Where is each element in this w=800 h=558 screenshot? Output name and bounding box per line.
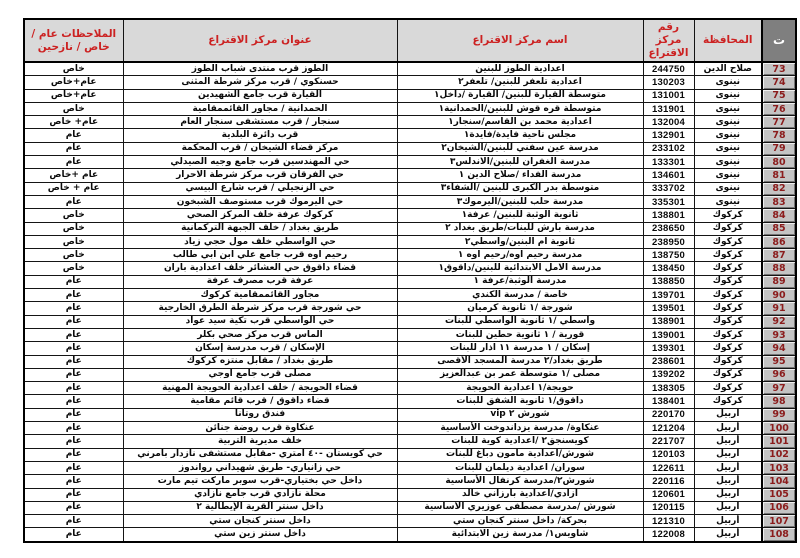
governorate-cell: كركوك — [694, 249, 762, 262]
center-name-cell: عنكاوة/ مدرسة يزداندوخت الأساسية — [397, 422, 643, 435]
center-name-cell: شورش ٢ vip — [397, 408, 643, 421]
center-name-cell: خاصة / مدرسة الكندي — [397, 289, 643, 302]
center-number-cell: 238650 — [643, 222, 694, 235]
seq-cell: 78 — [762, 129, 796, 142]
center-name-cell: مدرسة الفداء /صلاح الدين ١ — [397, 169, 643, 182]
header-governorate: المحافظة — [694, 19, 762, 62]
center-address-cell: مركز قضاء الشيخان / قرب المحكمة — [123, 142, 397, 155]
notes-cell: خاص — [24, 222, 123, 235]
governorate-cell: نينوى — [694, 102, 762, 115]
header-center-address: عنوان مركز الاقتراع — [123, 19, 397, 62]
governorate-cell: صلاح الدين — [694, 62, 762, 76]
center-number-cell: 138450 — [643, 262, 694, 275]
center-address-cell: داخل سنتر القرية الإيطالية ٢ — [123, 501, 397, 514]
notes-cell: عام — [24, 501, 123, 514]
seq-cell: 94 — [762, 342, 796, 355]
center-address-cell: حي زانياري- طريق شهيداني رواندوز — [123, 461, 397, 474]
seq-cell: 96 — [762, 368, 796, 381]
center-name-cell: مدرسة رحيم اوه/رحيم اوه ١ — [397, 249, 643, 262]
center-name-cell: ثانوية ام البنين/واسطي٢ — [397, 235, 643, 248]
table-row — [24, 328, 796, 341]
notes-cell: عام — [24, 355, 123, 368]
center-address-cell: حي الزنجيلي / قرب شارع البيسي — [123, 182, 397, 195]
center-number-cell: 335301 — [643, 195, 694, 208]
seq-cell: 108 — [762, 528, 796, 542]
center-number-cell: 122008 — [643, 528, 694, 542]
notes-cell: عام — [24, 342, 123, 355]
table-row — [24, 382, 796, 395]
table-row — [24, 169, 796, 182]
center-number-cell: 221707 — [643, 435, 694, 448]
center-address-cell: حي الفرقان قرب مركز شرطة الاحرار — [123, 169, 397, 182]
seq-cell: 75 — [762, 89, 796, 102]
center-name-cell: متوسطة القيارة للبنين/ القيارة /داخل١ — [397, 89, 643, 102]
governorate-cell: نينوى — [694, 89, 762, 102]
seq-cell: 82 — [762, 182, 796, 195]
center-name-cell: قورية / ١ ثانوية حطين للبنات — [397, 328, 643, 341]
seq-cell: 90 — [762, 289, 796, 302]
center-number-cell: 139701 — [643, 289, 694, 302]
table-row — [24, 195, 796, 208]
center-address-cell: حي المهندسين قرب جامع وجيه الصيدلي — [123, 156, 397, 169]
seq-cell: 74 — [762, 76, 796, 89]
center-address-cell: خلف مديرية التربية — [123, 435, 397, 448]
center-address-cell: قضاء داقوق / قرب قائم مقامية — [123, 395, 397, 408]
table-row — [24, 461, 796, 474]
notes-cell: خاص — [24, 102, 123, 115]
table-row — [24, 62, 796, 76]
center-number-cell: 132901 — [643, 129, 694, 142]
seq-cell: 99 — [762, 408, 796, 421]
center-name-cell: اعدادية الطوز للبنين — [397, 62, 643, 76]
table-row — [24, 435, 796, 448]
governorate-cell: كركوك — [694, 262, 762, 275]
center-name-cell: شورش/اعدادية مأمون دباغ للبنات — [397, 448, 643, 461]
center-address-cell: حي الواسطي قرب تكية سيد عواد — [123, 315, 397, 328]
table-row — [24, 302, 796, 315]
governorate-cell: كركوك — [694, 222, 762, 235]
center-number-cell: 238950 — [643, 235, 694, 248]
table-row — [24, 475, 796, 488]
center-number-cell: 138305 — [643, 382, 694, 395]
center-address-cell: محلة نازادي قرب جامع نازادي — [123, 488, 397, 501]
seq-cell: 85 — [762, 222, 796, 235]
table-row — [24, 156, 796, 169]
notes-cell: عام — [24, 488, 123, 501]
center-address-cell: حي الواسطي خلف مول حجي زياد — [123, 235, 397, 248]
center-name-cell: شورش٢/مدرسة كرنفال الأساسية — [397, 475, 643, 488]
notes-cell: عام — [24, 289, 123, 302]
center-address-cell: فندق روتانا — [123, 408, 397, 421]
governorate-cell: نينوى — [694, 129, 762, 142]
notes-cell: عام — [24, 475, 123, 488]
center-number-cell: 238601 — [643, 355, 694, 368]
table-row — [24, 209, 796, 222]
center-name-cell: شورش /مدرسة مصطفى عوزيري الأساسية — [397, 501, 643, 514]
governorate-cell: نينوى — [694, 116, 762, 129]
notes-cell: عام — [24, 328, 123, 341]
center-address-cell: حي شورجة قرب مركز شرطة الطرق الخارجية — [123, 302, 397, 315]
table-row — [24, 129, 796, 142]
center-name-cell: كويسنجق٢ /اعدادية كوية للبنات — [397, 435, 643, 448]
table-row — [24, 235, 796, 248]
notes-cell: خاص — [24, 62, 123, 76]
center-name-cell: ازادي/اعدادية بارزاني خالد — [397, 488, 643, 501]
center-address-cell: داخل سنتر كنجان ستي — [123, 515, 397, 528]
center-address-cell: سنجار / قرب مستشفى سنجار العام — [123, 116, 397, 129]
center-name-cell: شورجة /١ ثانوية كرميان — [397, 302, 643, 315]
seq-cell: 98 — [762, 395, 796, 408]
center-number-cell: 121310 — [643, 515, 694, 528]
center-name-cell: متوسطة قره قوش للبنين/الحمدانية١ — [397, 102, 643, 115]
center-address-cell: حي اليرموك قرب مستوصف الشبخون — [123, 195, 397, 208]
seq-cell: 86 — [762, 235, 796, 248]
governorate-cell: أربيل — [694, 501, 762, 514]
center-address-cell: قضاء الحويجة / خلف اعدادية الحويجة المهنية — [123, 382, 397, 395]
governorate-cell: أربيل — [694, 448, 762, 461]
center-address-cell: قرب دائرة البلدية — [123, 129, 397, 142]
center-number-cell: 120115 — [643, 501, 694, 514]
header-notes: الملاحظات عام / خاص / نازحين — [24, 19, 123, 62]
table-body — [24, 62, 796, 542]
center-number-cell: 138401 — [643, 395, 694, 408]
center-address-cell: حي كويستان -٤٠ امتري -مقابل مستشفى نازدار بامرني — [123, 448, 397, 461]
center-number-cell: 220170 — [643, 408, 694, 421]
seq-cell: 77 — [762, 116, 796, 129]
table-row — [24, 222, 796, 235]
center-address-cell: كركوك عرفة خلف المركز الصحي — [123, 209, 397, 222]
center-number-cell: 233102 — [643, 142, 694, 155]
center-number-cell: 131901 — [643, 102, 694, 115]
governorate-cell: كركوك — [694, 275, 762, 288]
center-name-cell: مدرسة الامل الابتدائية للبنين/داقوق١ — [397, 262, 643, 275]
governorate-cell: أربيل — [694, 475, 762, 488]
center-name-cell: مجلس ناحية فايدة/فايدة١ — [397, 129, 643, 142]
center-number-cell: 120601 — [643, 488, 694, 501]
polling-centers-table — [23, 18, 797, 543]
table-row — [24, 422, 796, 435]
table-row — [24, 515, 796, 528]
notes-cell: عام +خاص — [24, 169, 123, 182]
center-name-cell: متوسطة بدر الكبرى للبنين /الشفاء٣ — [397, 182, 643, 195]
notes-cell: عام — [24, 408, 123, 421]
center-number-cell: 220116 — [643, 475, 694, 488]
center-number-cell: 244750 — [643, 62, 694, 76]
table-row — [24, 249, 796, 262]
center-name-cell: إسكان / ١ مدرسة ١١ اذار للبنات — [397, 342, 643, 355]
center-number-cell: 131001 — [643, 89, 694, 102]
table-row — [24, 116, 796, 129]
governorate-cell: نينوى — [694, 156, 762, 169]
notes-cell: عام+خاص — [24, 76, 123, 89]
center-name-cell: حويجة/١ اعدادية الحويجة — [397, 382, 643, 395]
seq-cell: 79 — [762, 142, 796, 155]
table-row — [24, 368, 796, 381]
governorate-cell: أربيل — [694, 435, 762, 448]
center-address-cell: القيارة قرب جامع الشهيدين — [123, 89, 397, 102]
seq-cell: 106 — [762, 501, 796, 514]
governorate-cell: كركوك — [694, 235, 762, 248]
table-header — [24, 19, 796, 62]
governorate-cell: كركوك — [694, 342, 762, 355]
seq-cell: 102 — [762, 448, 796, 461]
center-address-cell: طريق بغداد / خلف الجبهة التركمانية — [123, 222, 397, 235]
center-address-cell: حسنكوي / قرب مركز شرطة المثنى — [123, 76, 397, 89]
center-address-cell: عرفة قرب مصرف عرفة — [123, 275, 397, 288]
notes-cell: عام + خاص — [24, 182, 123, 195]
center-address-cell: داخل سنتر زين ستي — [123, 528, 397, 542]
center-name-cell: واسطي /١ ثانوية الواسطي للبنات — [397, 315, 643, 328]
seq-cell: 103 — [762, 461, 796, 474]
notes-cell: خاص — [24, 209, 123, 222]
seq-cell: 91 — [762, 302, 796, 315]
seq-cell: 100 — [762, 422, 796, 435]
seq-cell: 89 — [762, 275, 796, 288]
center-number-cell: 130203 — [643, 76, 694, 89]
center-number-cell: 121204 — [643, 422, 694, 435]
notes-cell: عام — [24, 315, 123, 328]
center-name-cell: مدرسة الغفران للبنين/الاندلس٣ — [397, 156, 643, 169]
governorate-cell: كركوك — [694, 209, 762, 222]
center-address-cell: داخل حي بختياري-قرب سوبر ماركت تيم مارت — [123, 475, 397, 488]
notes-cell: عام — [24, 142, 123, 155]
notes-cell: عام — [24, 528, 123, 542]
governorate-cell: نينوى — [694, 142, 762, 155]
notes-cell: عام — [24, 275, 123, 288]
table-row — [24, 408, 796, 421]
seq-cell: 101 — [762, 435, 796, 448]
center-address-cell: مجاور القائممقامية كركوك — [123, 289, 397, 302]
table-row — [24, 76, 796, 89]
notes-cell: خاص — [24, 262, 123, 275]
table-row — [24, 142, 796, 155]
center-name-cell: مدرسة الوثبة/عرفة ١ — [397, 275, 643, 288]
governorate-cell: أربيل — [694, 461, 762, 474]
seq-cell: 107 — [762, 515, 796, 528]
table-row — [24, 355, 796, 368]
center-address-cell: الطوز قرب منتدى شباب الطوز — [123, 62, 397, 76]
notes-cell: عام+خاص — [24, 89, 123, 102]
header-seq: ت — [762, 19, 796, 62]
seq-cell: 81 — [762, 169, 796, 182]
governorate-cell: نينوى — [694, 169, 762, 182]
center-number-cell: 122611 — [643, 461, 694, 474]
notes-cell: عام — [24, 382, 123, 395]
center-number-cell: 138901 — [643, 315, 694, 328]
center-number-cell: 133301 — [643, 156, 694, 169]
center-number-cell: 139202 — [643, 368, 694, 381]
notes-cell: عام — [24, 422, 123, 435]
center-number-cell: 138750 — [643, 249, 694, 262]
notes-cell: عام — [24, 156, 123, 169]
center-number-cell: 333702 — [643, 182, 694, 195]
header-center-name: اسم مركز الاقتراع — [397, 19, 643, 62]
notes-cell: خاص — [24, 235, 123, 248]
table-row — [24, 275, 796, 288]
center-name-cell: اعدادية تلعفر للبنين/ تلعفر٢ — [397, 76, 643, 89]
center-address-cell: عنكاوة قرب روضة جنائن — [123, 422, 397, 435]
notes-cell: عام — [24, 435, 123, 448]
center-address-cell: طريق بغداد / مقابل منتزه كركوك — [123, 355, 397, 368]
seq-cell: 88 — [762, 262, 796, 275]
notes-cell: عام — [24, 302, 123, 315]
center-number-cell: 134601 — [643, 169, 694, 182]
table-row — [24, 528, 796, 542]
center-number-cell: 139501 — [643, 302, 694, 315]
center-name-cell: مدرسة حلب للبنين/اليرموك٣ — [397, 195, 643, 208]
center-number-cell: 139301 — [643, 342, 694, 355]
center-name-cell: شاويس١/ مدرسة زين الابتدائية — [397, 528, 643, 542]
table-row — [24, 448, 796, 461]
governorate-cell: أربيل — [694, 422, 762, 435]
governorate-cell: كركوك — [694, 368, 762, 381]
center-address-cell: رحيم اوه قرب جامع علي ابن ابي طالب — [123, 249, 397, 262]
center-number-cell: 132004 — [643, 116, 694, 129]
seq-cell: 105 — [762, 488, 796, 501]
center-number-cell: 120103 — [643, 448, 694, 461]
governorate-cell: نينوى — [694, 182, 762, 195]
table-header-row — [24, 19, 796, 62]
notes-cell: عام — [24, 395, 123, 408]
center-name-cell: اعدادية محمد بن القاسم/سنجار١ — [397, 116, 643, 129]
governorate-cell: أربيل — [694, 408, 762, 421]
seq-cell: 80 — [762, 156, 796, 169]
seq-cell: 73 — [762, 62, 796, 76]
center-name-cell: طريق بغداد/٢ مدرسة المسجد الأقصى — [397, 355, 643, 368]
notes-cell: عام — [24, 448, 123, 461]
seq-cell: 104 — [762, 475, 796, 488]
table-row — [24, 315, 796, 328]
governorate-cell: نينوى — [694, 195, 762, 208]
center-number-cell: 138801 — [643, 209, 694, 222]
table-row — [24, 395, 796, 408]
center-address-cell: قضاء داقوق حي العشائر خلف اعدادية باران — [123, 262, 397, 275]
governorate-cell: كركوك — [694, 315, 762, 328]
center-name-cell: مصلى /١ متوسطة عمر بن عبدالعزيز — [397, 368, 643, 381]
seq-cell: 84 — [762, 209, 796, 222]
notes-cell: عام — [24, 195, 123, 208]
seq-cell: 97 — [762, 382, 796, 395]
notes-cell: عام+ خاص — [24, 116, 123, 129]
notes-cell: عام — [24, 129, 123, 142]
header-center-number: رقم مركز الاقتراع — [643, 19, 694, 62]
table-row — [24, 182, 796, 195]
center-address-cell: مصلى قرب جامع اوجي — [123, 368, 397, 381]
table-row — [24, 102, 796, 115]
governorate-cell: كركوك — [694, 355, 762, 368]
table-row — [24, 342, 796, 355]
seq-cell: 83 — [762, 195, 796, 208]
seq-cell: 92 — [762, 315, 796, 328]
table-row — [24, 488, 796, 501]
center-name-cell: ثانوية الوثبة للبنين/ عرفة١ — [397, 209, 643, 222]
governorate-cell: كركوك — [694, 395, 762, 408]
center-name-cell: سوران/ اعدادية ديلمان للبنات — [397, 461, 643, 474]
notes-cell: عام — [24, 515, 123, 528]
center-name-cell: مدرسة بارش للبنات/طريق بغداد ٢ — [397, 222, 643, 235]
table-row — [24, 501, 796, 514]
center-number-cell: 138850 — [643, 275, 694, 288]
table-row — [24, 89, 796, 102]
governorate-cell: أربيل — [694, 488, 762, 501]
governorate-cell: نينوى — [694, 76, 762, 89]
center-address-cell: الإسكان / قرب مدرسة إسكان — [123, 342, 397, 355]
center-address-cell: الماس قرب مركز صحي بكلر — [123, 328, 397, 341]
table-row — [24, 262, 796, 275]
governorate-cell: أربيل — [694, 515, 762, 528]
center-name-cell: مدرسة عين سفني للبنين/الشيخان٢ — [397, 142, 643, 155]
governorate-cell: كركوك — [694, 328, 762, 341]
table-row — [24, 289, 796, 302]
notes-cell: عام — [24, 461, 123, 474]
seq-cell: 95 — [762, 355, 796, 368]
notes-cell: عام — [24, 368, 123, 381]
seq-cell: 93 — [762, 328, 796, 341]
governorate-cell: كركوك — [694, 289, 762, 302]
seq-cell: 76 — [762, 102, 796, 115]
notes-cell: خاص — [24, 249, 123, 262]
governorate-cell: أربيل — [694, 528, 762, 542]
governorate-cell: كركوك — [694, 382, 762, 395]
governorate-cell: كركوك — [694, 302, 762, 315]
center-name-cell: داقوق/١ ثانوية الشفق للبنات — [397, 395, 643, 408]
center-address-cell: الحمدانية / مجاور القائممقامية — [123, 102, 397, 115]
center-number-cell: 139001 — [643, 328, 694, 341]
center-name-cell: بحركة/ داخل سنتر كنجان ستي — [397, 515, 643, 528]
seq-cell: 87 — [762, 249, 796, 262]
